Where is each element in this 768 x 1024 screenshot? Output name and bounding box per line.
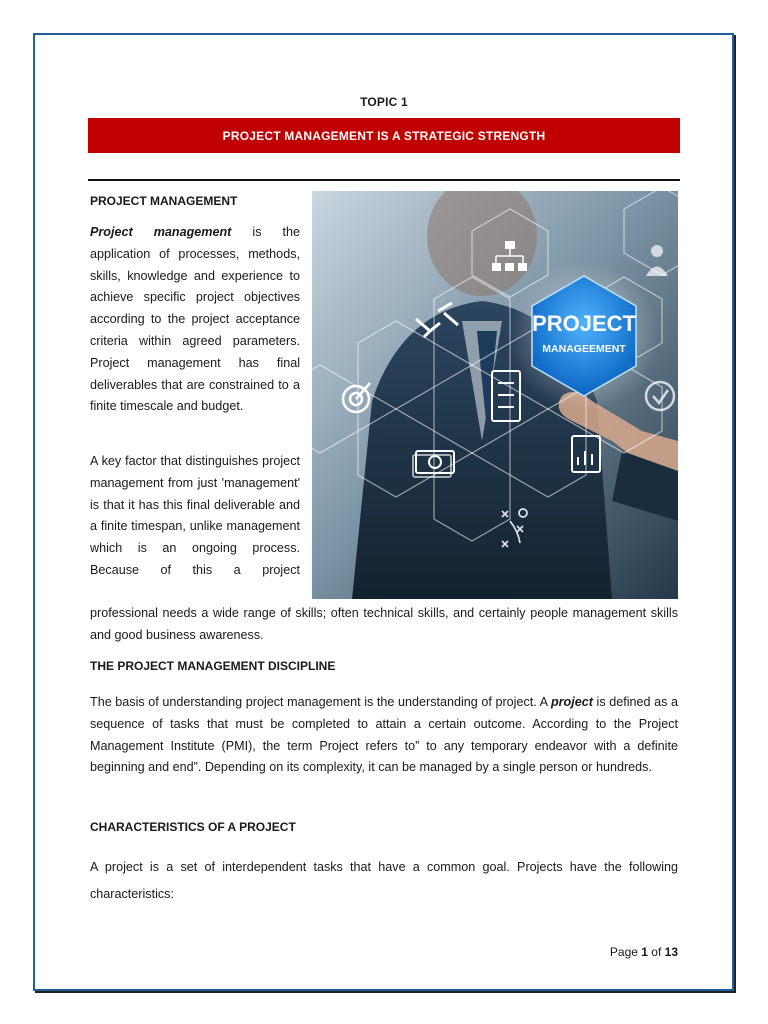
current-page: 1 [641, 945, 648, 959]
definition-text: is the application of processes, methods, skills, knowledge and experience to achieve specific project objectives according to the project acceptance criteria within agreed parameters. Project management has final deliverables that are constrained to a finite timescale and budget. [90, 225, 300, 414]
topic-label: TOPIC 1 [360, 95, 408, 109]
hex-title-line2: MANAGEEMENT [542, 343, 626, 355]
characteristics-text: A project is a set of interdependent tasks that have a common goal. Projects have the following characteristics: [90, 860, 678, 901]
title-banner [88, 118, 680, 153]
of-label: of [647, 945, 665, 959]
term-project: project [550, 695, 593, 709]
paragraph-discipline [90, 692, 678, 779]
discipline-text-after: is defined as a sequence of tasks that must be completed to attain a certain outcome. According to the Project Management Institute (PMI), the term Project refers to” to any temporary endeavor with a definite beginning and end”. Depending on its complexity, it can be managed by a single person or hundreds. [90, 695, 678, 775]
key-factor-text: A key factor that distinguishes project management from just 'management' is that it has this final deliverable and a finite timespan, unlike management which is an ongoing process. Because of this a project [90, 454, 300, 577]
term-project-management: Project management [90, 225, 232, 239]
section-heading-project-management: PROJECT MANAGEMENT [90, 194, 238, 208]
paragraph-characteristics [90, 854, 678, 908]
section-heading-characteristics: CHARACTERISTICS OF A PROJECT [90, 820, 296, 834]
project-management-image [312, 191, 678, 599]
discipline-text-before: The basis of understanding project management is the understanding of project. A [90, 695, 551, 709]
section-divider [88, 179, 680, 181]
section-heading-discipline: THE PROJECT MANAGEMENT DISCIPLINE [90, 659, 336, 673]
banner-title: PROJECT MANAGEMENT IS A STRATEGIC STRENGTH [222, 128, 546, 143]
page-number [610, 945, 678, 959]
total-pages: 13 [664, 945, 678, 959]
key-factor-continued-text: professional needs a wide range of skills; often technical skills, and certainly people management skills and good business awareness. [90, 606, 678, 642]
hex-title-line1: PROJECT [532, 311, 636, 336]
paragraph-key-factor [90, 451, 300, 582]
paragraph-key-factor-continued [90, 603, 678, 647]
page-label: Page [609, 945, 642, 959]
paragraph-definition [90, 222, 300, 418]
